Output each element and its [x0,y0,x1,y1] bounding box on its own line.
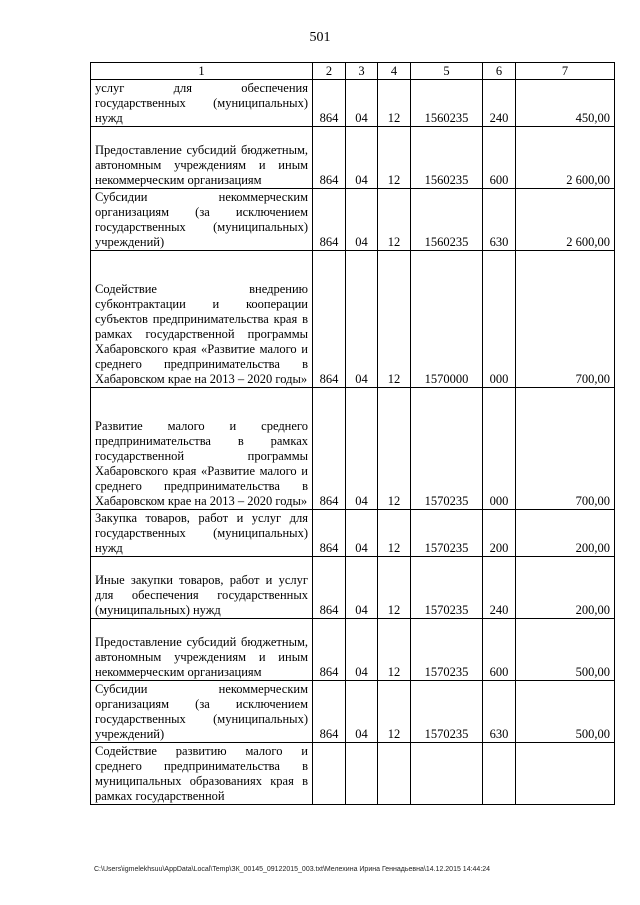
table-header-row [91,63,615,80]
amount-cell: 700,00 [516,251,615,388]
amount-cell: 200,00 [516,557,615,619]
column-header: 3 [346,63,378,80]
table-row [91,510,615,557]
row-description: Субсидии некоммерческим организациям (за исключением государственных (муниципальных) учреждений) [91,189,313,251]
code-expense-type-cell [483,743,516,805]
row-description: Закупка товаров, работ и услуг для государственных (муниципальных) нужд [91,510,313,557]
code-expense-type-cell: 630 [483,189,516,251]
code-subsection-cell: 12 [378,251,411,388]
code-expense-type-cell: 000 [483,251,516,388]
table-row [91,251,615,388]
column-header: 2 [313,63,346,80]
row-description: Предоставление субсидий бюджетным, автономным учреждениям и иным некоммерческим организациям [91,619,313,681]
code-ministry-cell [313,743,346,805]
code-section-cell: 04 [346,557,378,619]
code-ministry-cell: 864 [313,557,346,619]
code-target-article-cell: 1560235 [411,189,483,251]
amount-cell: 2 600,00 [516,127,615,189]
code-expense-type-cell: 600 [483,619,516,681]
code-expense-type-cell: 600 [483,127,516,189]
code-section-cell: 04 [346,189,378,251]
code-ministry-cell: 864 [313,681,346,743]
code-subsection-cell: 12 [378,127,411,189]
code-target-article-cell: 1570235 [411,388,483,510]
code-section-cell [346,743,378,805]
budget-table [90,62,615,805]
column-header: 7 [516,63,615,80]
code-expense-type-cell: 200 [483,510,516,557]
code-section-cell: 04 [346,681,378,743]
code-target-article-cell: 1560235 [411,80,483,127]
code-subsection-cell: 12 [378,510,411,557]
code-expense-type-cell: 000 [483,388,516,510]
column-header: 4 [378,63,411,80]
row-description: Предоставление субсидий бюджетным, автономным учреждениям и иным некоммерческим организациям [91,127,313,189]
code-target-article-cell [411,743,483,805]
table-row [91,681,615,743]
code-ministry-cell: 864 [313,80,346,127]
code-subsection-cell [378,743,411,805]
column-header: 5 [411,63,483,80]
code-section-cell: 04 [346,510,378,557]
code-ministry-cell: 864 [313,127,346,189]
amount-cell: 700,00 [516,388,615,510]
code-expense-type-cell: 630 [483,681,516,743]
table-row [91,743,615,805]
code-subsection-cell: 12 [378,557,411,619]
code-target-article-cell: 1560235 [411,127,483,189]
code-section-cell: 04 [346,80,378,127]
row-description: Содействие внедрению субконтрактации и кооперации субъектов предпринимательства края в рамках государственной программы Хабаровского края «Развитие малого и среднего предпринимательства в Хабаровском крае на 2013 – 2020 годы» [91,251,313,388]
table-row [91,557,615,619]
amount-cell: 450,00 [516,80,615,127]
table-row [91,619,615,681]
code-target-article-cell: 1570235 [411,681,483,743]
amount-cell: 500,00 [516,681,615,743]
table-row [91,80,615,127]
amount-cell: 500,00 [516,619,615,681]
code-section-cell: 04 [346,388,378,510]
code-target-article-cell: 1570235 [411,557,483,619]
code-ministry-cell: 864 [313,388,346,510]
code-section-cell: 04 [346,251,378,388]
table-row [91,127,615,189]
code-subsection-cell: 12 [378,619,411,681]
row-description: Субсидии некоммерческим организациям (за исключением государственных (муниципальных) учреждений) [91,681,313,743]
code-subsection-cell: 12 [378,681,411,743]
code-target-article-cell: 1570235 [411,510,483,557]
code-target-article-cell: 1570235 [411,619,483,681]
code-target-article-cell: 1570000 [411,251,483,388]
row-description: Развитие малого и среднего предпринимательства в рамках государственной программы Хабаровского края «Развитие малого и среднего предпринимательства в Хабаровском крае на 2013 – 2020 годы» [91,388,313,510]
column-header: 1 [91,63,313,80]
code-expense-type-cell: 240 [483,557,516,619]
code-ministry-cell: 864 [313,189,346,251]
code-ministry-cell: 864 [313,251,346,388]
row-description: Иные закупки товаров, работ и услуг для обеспечения государственных (муниципальных) нужд [91,557,313,619]
table-row [91,189,615,251]
code-ministry-cell: 864 [313,510,346,557]
footer-file-path: C:\Users\igmelekhsuu\AppData\Local\Temp\ЗК_00145_09122015_003.txt\Мелехина Ирина Геннадьевна\14.12.2015 14:44:24 [94,866,491,873]
table-row [91,388,615,510]
amount-cell: 200,00 [516,510,615,557]
code-subsection-cell: 12 [378,80,411,127]
table-body [91,80,615,805]
code-ministry-cell: 864 [313,619,346,681]
row-description: услуг для обеспечения государственных (муниципальных) нужд [91,80,313,127]
row-description: Содействие развитию малого и среднего предпринимательства в муниципальных образованиях края в рамках государственной [91,743,313,805]
code-section-cell: 04 [346,619,378,681]
page-number: 501 [309,30,331,45]
code-expense-type-cell: 240 [483,80,516,127]
code-subsection-cell: 12 [378,189,411,251]
code-subsection-cell: 12 [378,388,411,510]
amount-cell: 2 600,00 [516,189,615,251]
amount-cell [516,743,615,805]
code-section-cell: 04 [346,127,378,189]
column-header: 6 [483,63,516,80]
